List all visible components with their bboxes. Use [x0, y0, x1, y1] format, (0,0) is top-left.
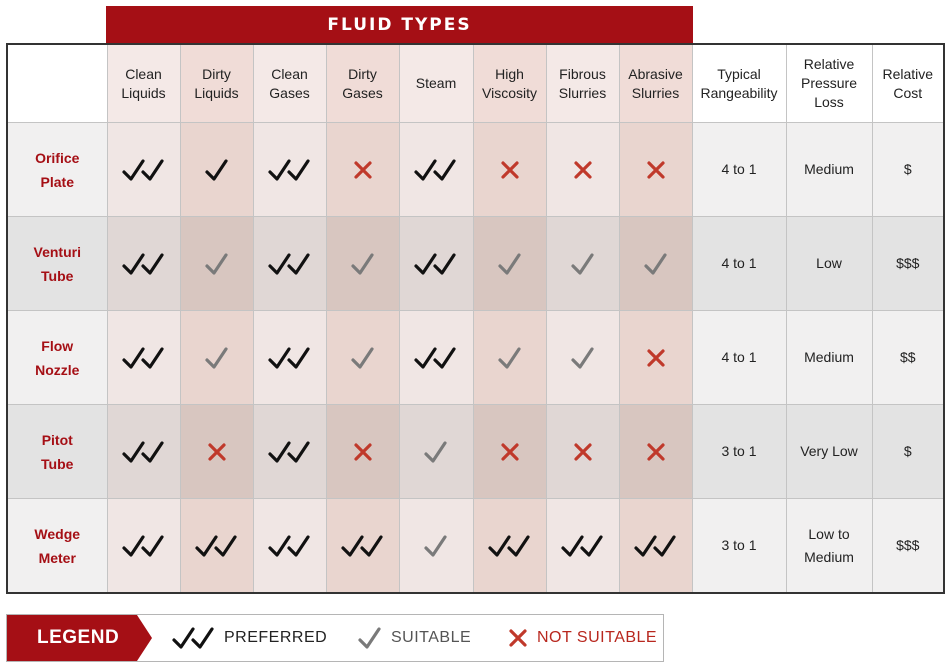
check-icon: [497, 348, 523, 364]
banner-title: FLUID TYPES: [327, 15, 472, 35]
x-icon: [499, 160, 521, 176]
suitability-cell: [399, 311, 473, 405]
table-row: [7, 405, 944, 499]
text-line: Medium: [804, 349, 854, 365]
suitability-cell: [326, 311, 399, 405]
rangeability-cell: [692, 217, 786, 311]
suitability-cell: [546, 123, 619, 217]
table-row: [7, 123, 944, 217]
double-check-icon: [122, 160, 166, 176]
suitability-cell: [107, 123, 180, 217]
text-line: Rangeability: [700, 84, 778, 101]
text-line: Tube: [41, 455, 74, 472]
pressure-loss-cell: [786, 405, 872, 499]
double-check-icon: [488, 536, 532, 552]
text-line: Low: [816, 255, 842, 271]
legend-item-suitable: [357, 615, 471, 661]
suitability-cell: [619, 123, 692, 217]
rangeability-value: 4 to 1: [721, 161, 757, 177]
suitability-cell: [619, 405, 692, 499]
text-line: Pressure: [800, 75, 858, 91]
double-check-icon: [122, 254, 166, 270]
suitability-cell: [253, 499, 326, 594]
metric-header: [872, 44, 944, 123]
text-line: Fibrous: [559, 65, 606, 82]
text-line: Clean: [125, 65, 162, 82]
meter-type-label: [7, 217, 107, 311]
double-check-icon: [414, 348, 458, 364]
cost-cell: [872, 499, 944, 594]
suitability-cell: [326, 217, 399, 311]
legend-item-label: SUITABLE: [391, 629, 472, 646]
text-line: Nozzle: [35, 361, 80, 378]
fluid-type-header: [399, 44, 473, 123]
double-check-icon: [414, 254, 458, 270]
double-check-icon: [268, 348, 312, 364]
meter-type-label: [7, 123, 107, 217]
rangeability-cell: [692, 499, 786, 594]
cost-value: $$: [899, 349, 916, 365]
pressure-loss-cell: [786, 499, 872, 594]
suitability-cell: [180, 499, 253, 594]
text-line: Plate: [40, 173, 74, 190]
text-line: Liquids: [194, 84, 239, 101]
legend-label: LEGEND: [37, 627, 120, 648]
fluid-type-header: [619, 44, 692, 123]
fluid-type-header: [326, 44, 399, 123]
suitability-cell: [546, 405, 619, 499]
check-icon: [570, 254, 596, 270]
legend-item-label: NOT SUITABLE: [537, 629, 658, 646]
text-line: Medium: [804, 548, 854, 565]
rangeability-value: 4 to 1: [721, 255, 757, 271]
suitability-cell: [546, 499, 619, 594]
double-check-icon: [634, 536, 678, 552]
fluid-types-banner: [106, 6, 693, 44]
suitability-cell: [473, 123, 546, 217]
x-icon: [352, 160, 374, 176]
rangeability-value: 4 to 1: [721, 349, 757, 365]
check-icon: [204, 160, 230, 176]
fluid-type-header: [253, 44, 326, 123]
pressure-loss-cell: [786, 311, 872, 405]
legend-item-label: PREFERRED: [224, 629, 328, 646]
x-icon: [206, 442, 228, 458]
text-line: Venturi: [33, 243, 81, 260]
metric-header: [692, 44, 786, 123]
text-line: Wedge: [34, 525, 81, 542]
double-check-icon: [268, 254, 312, 270]
pressure-loss-cell: [786, 123, 872, 217]
double-check-icon: [414, 160, 458, 176]
fluid-type-header: [546, 44, 619, 123]
meter-type-label: [7, 405, 107, 499]
suitability-cell: [180, 217, 253, 311]
cost-cell: [872, 123, 944, 217]
header-row: [7, 44, 944, 123]
double-check-icon: [268, 160, 312, 176]
text-line: Relative: [803, 56, 855, 72]
cost-value: $: [903, 443, 912, 459]
rangeability-value: 3 to 1: [721, 443, 757, 459]
text-line: Loss: [814, 94, 844, 110]
check-icon: [204, 254, 230, 270]
text-line: Medium: [804, 161, 854, 177]
x-icon: [352, 442, 374, 458]
text-line: Steam: [415, 75, 457, 91]
text-line: Typical: [717, 65, 761, 82]
suitability-cell: [107, 405, 180, 499]
double-check-icon: [172, 626, 216, 650]
check-icon: [423, 442, 449, 458]
check-icon: [497, 254, 523, 270]
suitability-cell: [473, 217, 546, 311]
cost-value: $: [903, 161, 912, 177]
text-line: Flow: [41, 337, 74, 354]
suitability-cell: [107, 311, 180, 405]
flowmeter-comparison-table: [6, 43, 945, 594]
text-line: Gases: [269, 84, 310, 101]
suitability-cell: [326, 405, 399, 499]
suitability-cell: [180, 311, 253, 405]
fluid-type-header: [180, 44, 253, 123]
text-line: Cost: [893, 84, 923, 101]
suitability-cell: [399, 499, 473, 594]
suitability-cell: [619, 499, 692, 594]
cost-cell: [872, 311, 944, 405]
text-line: Meter: [38, 549, 76, 566]
pressure-loss-cell: [786, 217, 872, 311]
double-check-icon: [268, 442, 312, 458]
text-line: Very Low: [800, 443, 858, 459]
suitability-cell: [253, 405, 326, 499]
cost-value: $$$: [896, 537, 920, 553]
suitability-cell: [399, 217, 473, 311]
text-line: Abrasive: [628, 65, 683, 82]
metric-header: [786, 44, 872, 123]
suitability-cell: [253, 311, 326, 405]
suitability-cell: [399, 405, 473, 499]
suitability-cell: [326, 499, 399, 594]
suitability-cell: [619, 217, 692, 311]
check-icon: [643, 254, 669, 270]
text-line: Liquids: [121, 84, 166, 101]
table-row: [7, 217, 944, 311]
cost-cell: [872, 405, 944, 499]
suitability-cell: [473, 405, 546, 499]
check-icon: [570, 348, 596, 364]
suitability-cell: [180, 123, 253, 217]
suitability-cell: [180, 405, 253, 499]
double-check-icon: [268, 536, 312, 552]
check-icon: [357, 626, 383, 650]
double-check-icon: [122, 536, 166, 552]
rangeability-value: 3 to 1: [721, 537, 757, 553]
text-line: Low to: [808, 525, 850, 542]
fluid-type-header: [107, 44, 180, 123]
cost-cell: [872, 217, 944, 311]
x-icon: [645, 442, 667, 458]
suitability-cell: [326, 123, 399, 217]
suitability-cell: [473, 311, 546, 405]
suitability-cell: [399, 123, 473, 217]
suitability-cell: [546, 217, 619, 311]
text-line: Slurries: [558, 84, 607, 101]
check-icon: [204, 348, 230, 364]
text-line: Dirty: [348, 65, 377, 82]
legend: [6, 614, 664, 662]
suitability-cell: [107, 499, 180, 594]
double-check-icon: [561, 536, 605, 552]
x-icon: [572, 442, 594, 458]
check-icon: [423, 536, 449, 552]
legend-item-not-suitable: [507, 615, 657, 661]
suitability-cell: [619, 311, 692, 405]
rangeability-cell: [692, 123, 786, 217]
cost-value: $$$: [896, 255, 920, 271]
text-line: Clean: [271, 65, 308, 82]
legend-item-preferred: [172, 615, 327, 661]
meter-type-label: [7, 311, 107, 405]
table-row: [7, 499, 944, 594]
check-icon: [350, 348, 376, 364]
text-line: Gases: [342, 84, 383, 101]
suitability-cell: [473, 499, 546, 594]
suitability-cell: [107, 217, 180, 311]
x-icon: [499, 442, 521, 458]
text-line: Tube: [41, 267, 74, 284]
text-line: Viscosity: [482, 84, 537, 101]
fluid-type-header: [473, 44, 546, 123]
check-icon: [350, 254, 376, 270]
double-check-icon: [195, 536, 239, 552]
text-line: Slurries: [631, 84, 680, 101]
meter-type-label: [7, 499, 107, 594]
x-icon: [507, 627, 529, 649]
table-row: [7, 311, 944, 405]
text-line: Orifice: [35, 149, 80, 166]
double-check-icon: [341, 536, 385, 552]
text-line: Dirty: [202, 65, 231, 82]
text-line: Pitot: [41, 431, 73, 448]
double-check-icon: [122, 442, 166, 458]
double-check-icon: [122, 348, 166, 364]
rangeability-cell: [692, 311, 786, 405]
text-line: Relative: [882, 65, 934, 82]
x-icon: [572, 160, 594, 176]
x-icon: [645, 160, 667, 176]
suitability-cell: [253, 123, 326, 217]
suitability-cell: [253, 217, 326, 311]
x-icon: [645, 348, 667, 364]
corner-cell: [7, 44, 107, 123]
text-line: High: [495, 65, 524, 82]
rangeability-cell: [692, 405, 786, 499]
suitability-cell: [546, 311, 619, 405]
